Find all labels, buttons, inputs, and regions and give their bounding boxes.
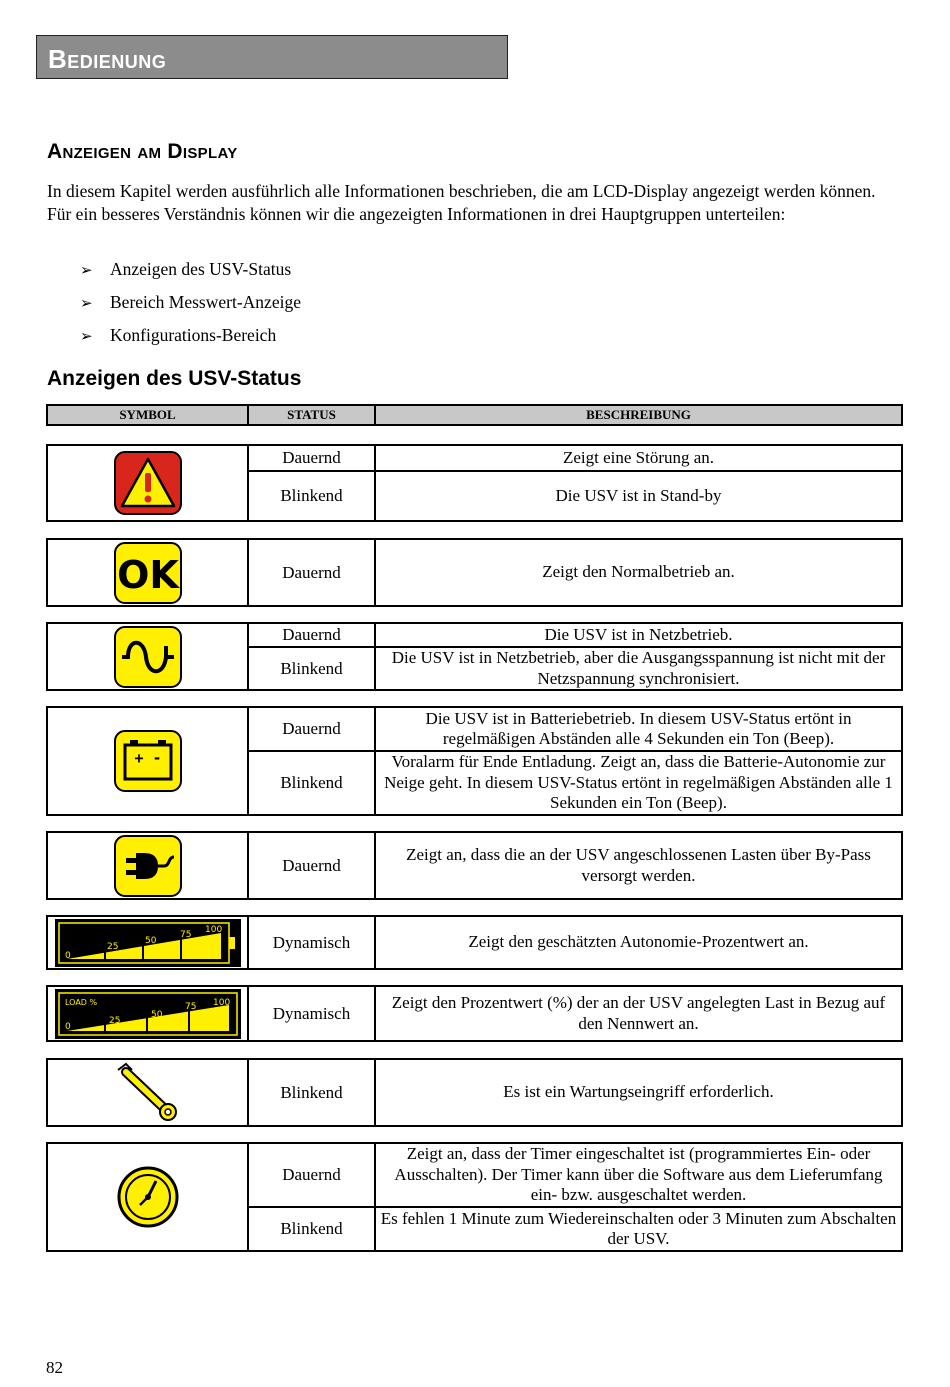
scale-label: 75 (184, 1001, 196, 1012)
table-row (46, 831, 903, 900)
battery-level-icon (55, 919, 241, 967)
table-row (46, 915, 903, 970)
scale-label: 50 (144, 935, 156, 946)
arrow-bullet-icon: ➢ (80, 261, 93, 279)
chapter-header (36, 35, 508, 79)
symbol-cell (48, 833, 249, 898)
description-text: Zeigt den geschätzten Autonomie-Prozentwert an. (468, 932, 809, 952)
arrow-bullet-icon: ➢ (80, 294, 93, 312)
symbol-cell (48, 1144, 249, 1250)
scale-label: 50 (150, 1009, 162, 1020)
load-label: LOAD % (64, 997, 97, 1007)
list-item: ➢ Konfigurations-Bereich (80, 323, 301, 356)
symbol-cell (48, 708, 249, 814)
bullet-list (80, 257, 301, 356)
header-symbol: SYMBOL (48, 406, 249, 424)
status-row (249, 1060, 901, 1125)
status-row (249, 833, 901, 898)
table-row (46, 538, 903, 607)
arrow-bullet-icon: ➢ (80, 327, 93, 345)
description-text: Die USV ist in Stand-by (555, 485, 722, 505)
scale-label: 0 (64, 950, 71, 961)
table-row (46, 1058, 903, 1127)
scale-label: 100 (204, 924, 222, 935)
description-text: Es fehlen 1 Minute zum Wiedereinschalten oder 3 Minuten zum Abschalten der USV. (380, 1208, 897, 1248)
symbol-cell (48, 987, 249, 1040)
ok-icon (114, 542, 182, 604)
status-text: Dynamisch (249, 987, 376, 1040)
status-text: Blinkend (249, 752, 376, 814)
header-status: STATUS (249, 406, 376, 424)
description-text: Es ist ein Wartungseingriff erforderlich. (503, 1082, 774, 1102)
symbol-cell (48, 624, 249, 689)
table-row (46, 706, 903, 816)
description-text: Voralarm für Ende Entladung. Zeigt an, dass die Batterie-Autonomie zur Neige geht. In diesem USV-Status ertönt in regelmäßigen Abständen alle 1 Sekunden ein Ton (Beep). (384, 752, 893, 813)
status-text: Blinkend (249, 648, 376, 689)
status-text: Dynamisch (249, 917, 376, 968)
symbol-cell (48, 540, 249, 605)
symbol-cell (48, 1060, 249, 1125)
battery-signs: + - (133, 749, 162, 767)
list-item: ➢ Anzeigen des USV-Status (80, 257, 301, 290)
symbol-cell (48, 446, 249, 520)
section-title: Anzeigen am Display (47, 140, 238, 163)
intro-paragraph-1: In diesem Kapitel werden ausführlich alle Informationen beschrieben, die am LCD-Display angezeigt werden können. (47, 181, 876, 201)
status-row (249, 917, 901, 968)
timer-icon (116, 1165, 180, 1229)
subheading: Anzeigen des USV-Status (47, 367, 302, 390)
scale-label: 100 (212, 997, 230, 1008)
status-text: Blinkend (249, 1208, 376, 1250)
warning-icon (114, 451, 182, 515)
sine-wave-icon (114, 626, 182, 688)
description-text: Die USV ist in Netzbetrieb. (544, 624, 733, 644)
table-row (46, 444, 903, 522)
status-row (249, 540, 901, 605)
description-text: Die USV ist in Batteriebetrieb. In diesem USV-Status ertönt in regelmäßigen Abständen alle 4 Sekunden ein Ton (Beep). (425, 708, 852, 748)
scale-label: 25 (108, 1015, 120, 1026)
load-level-icon (55, 989, 241, 1039)
battery-icon (114, 730, 182, 792)
status-text: Blinkend (249, 1060, 376, 1125)
plug-icon (114, 835, 182, 897)
table-row (46, 1142, 903, 1252)
status-text: Dauernd (249, 446, 376, 470)
status-text: Dauernd (249, 540, 376, 605)
symbol-cell (48, 917, 249, 968)
description-text: Die USV ist in Netzbetrieb, aber die Ausgangsspannung ist nicht mit der Netzspannung synchronisiert. (391, 648, 886, 688)
scale-label: 25 (106, 941, 118, 952)
status-row (249, 752, 901, 814)
chapter-title: Bedienung (48, 44, 167, 74)
ok-icon-text: OK (116, 552, 179, 597)
status-row (249, 1208, 901, 1250)
header-description: BESCHREIBUNG (586, 407, 691, 422)
table-row (46, 622, 903, 691)
scale-label: 0 (64, 1021, 71, 1032)
status-text: Dauernd (249, 624, 376, 646)
status-row (249, 708, 901, 752)
status-row (249, 648, 901, 689)
status-row (249, 1144, 901, 1208)
table-row (46, 985, 903, 1042)
wrench-icon (114, 1062, 182, 1124)
description-text: Zeigt an, dass der Timer eingeschaltet ist (programmiertes Ein- oder Ausschalten). Der Timer kann über die Software aus dem Lieferumfang ein- bzw. ausgeschaltet werden. (394, 1144, 883, 1205)
page-number: 82 (46, 1358, 63, 1377)
list-item: ➢ Bereich Messwert-Anzeige (80, 290, 301, 323)
description-text: Zeigt eine Störung an. (562, 447, 715, 467)
status-text: Blinkend (249, 472, 376, 520)
description-text: Zeigt den Normalbetrieb an. (542, 562, 735, 582)
intro-paragraph-2: Für ein besseres Verständnis können wir die angezeigten Informationen in drei Hauptgruppen unterteilen: (47, 204, 786, 224)
table-header (46, 404, 903, 426)
intro-text (47, 180, 902, 226)
description-text: Zeigt an, dass die an der USV angeschlossenen Lasten über By-Pass versorgt werden. (406, 845, 871, 885)
status-row (249, 987, 901, 1040)
scale-label: 75 (179, 929, 191, 940)
status-text: Dauernd (249, 708, 376, 750)
status-row (249, 624, 901, 648)
status-row (249, 472, 901, 520)
description-text: Zeigt den Prozentwert (%) der an der USV angelegten Last in Bezug auf den Nennwert an. (391, 993, 886, 1033)
status-row (249, 446, 901, 472)
status-text: Dauernd (249, 833, 376, 898)
status-text: Dauernd (249, 1144, 376, 1206)
